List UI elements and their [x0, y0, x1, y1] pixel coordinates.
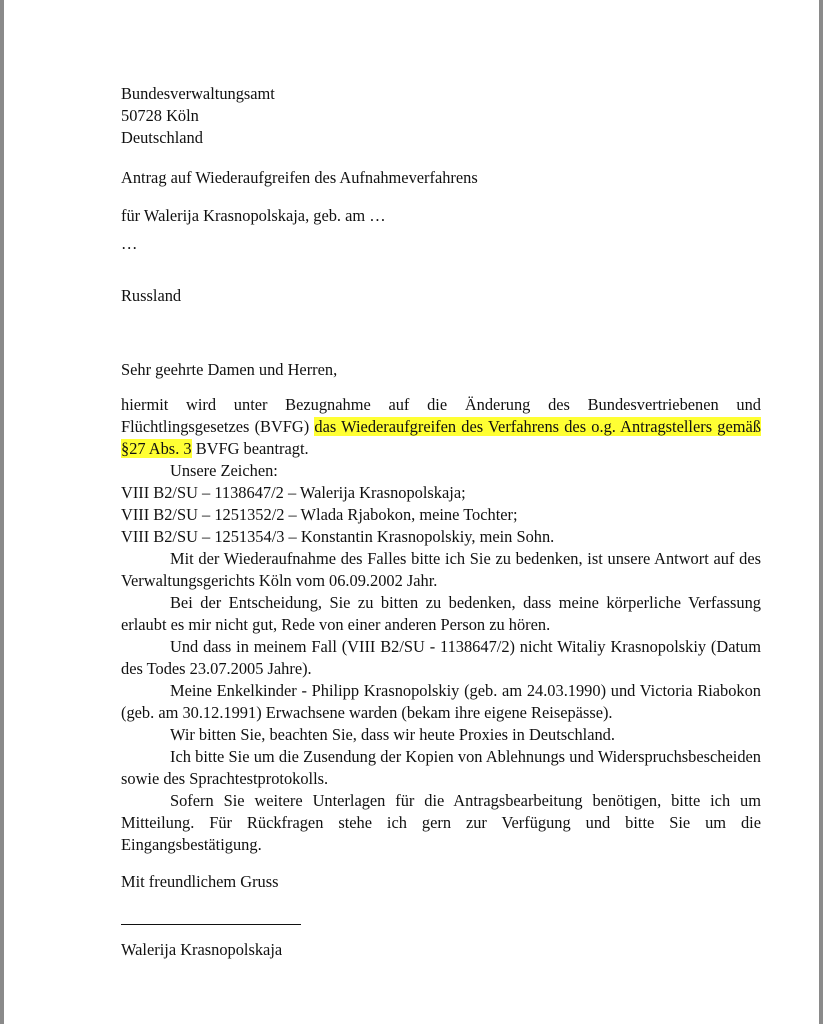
- address-line-3: Deutschland: [121, 128, 203, 147]
- reference-item: VIII B2/SU – 1251352/2 – Wlada Rjabokon, meine Tochter;: [121, 505, 518, 524]
- reference-heading: Unsere Zeichen:: [170, 461, 278, 480]
- letter-subject: Antrag auf Wiederaufgreifen des Aufnahmeverfahrens: [121, 168, 478, 187]
- address-line-1: Bundesverwaltungsamt: [121, 84, 275, 103]
- intro-text-start: hiermit wird unter Bezugnahme auf die Änderung des Bundesvertriebenen und Flüchtlingsgesetzes (BVFG): [121, 395, 761, 436]
- letter-page: [121, 83, 761, 961]
- intro-paragraph: [121, 394, 761, 460]
- body-paragraph: Wir bitten Sie, beachten Sie, dass wir heute Proxies in Deutschland.: [170, 725, 615, 744]
- highlighted-request: das Wiederaufgreifen des Verfahrens des o.g. Antragstellers gemäß §27 Abs. 3: [121, 417, 761, 458]
- body-paragraph: Mit der Wiederaufnahme des Falles bitte ich Sie zu bedenken, ist unsere Antwort auf des Verwaltungsgerichts Köln vom 06.09.2002 Jahr.: [121, 549, 761, 590]
- applicant-line: für Walerija Krasnopolskaja, geb. am …: [121, 206, 386, 225]
- country-line: Russland: [121, 286, 182, 305]
- signature-line: [121, 923, 301, 925]
- salutation: Sehr geehrte Damen und Herren,: [121, 360, 338, 379]
- body-paragraph: Meine Enkelkinder - Philipp Krasnopolskiy (geb. am 24.03.1990) und Victoria Riabokon (geb. am 30.12.1991) Erwachsene warden (bekam ihre eigene Reisepässe).: [121, 681, 761, 722]
- signature-name: Walerija Krasnopolskaja: [121, 940, 283, 959]
- letter-body: [121, 548, 761, 856]
- body-paragraph: Ich bitte Sie um die Zusendung der Kopien von Ablehnungs und Widerspruchsbescheiden sowie des Sprachtestprotokolls.: [121, 747, 761, 788]
- body-paragraph: Bei der Entscheidung, Sie zu bitten zu bedenken, dass meine körperliche Verfassung erlaubt es mir nicht gut, Rede von einer anderen Person zu hören.: [121, 593, 761, 634]
- address-line-2: 50728 Köln: [121, 106, 199, 125]
- closing-phrase: Mit freundlichem Gruss: [121, 872, 279, 891]
- reference-list: [121, 482, 761, 548]
- reference-item: VIII B2/SU – 1138647/2 – Walerija Krasnopolskaja;: [121, 483, 466, 502]
- body-paragraph: Sofern Sie weitere Unterlagen für die Antragsbearbeitung benötigen, bitte ich um Mitteilung. Für Rückfragen stehe ich gern zur Verfügung und bitte Sie um die Eingangsbestätigung.: [121, 791, 761, 854]
- reference-item: VIII B2/SU – 1251354/3 – Konstantin Krasnopolskiy, mein Sohn.: [121, 527, 555, 546]
- body-paragraph: Und dass in meinem Fall (VIII B2/SU - 1138647/2) nicht Witaliy Krasnopolskiy (Datum des Todes 23.07.2005 Jahre).: [121, 637, 761, 678]
- ellipsis-line: …: [121, 234, 138, 253]
- intro-text-end: BVFG beantragt.: [195, 439, 309, 458]
- recipient-address: [121, 83, 761, 149]
